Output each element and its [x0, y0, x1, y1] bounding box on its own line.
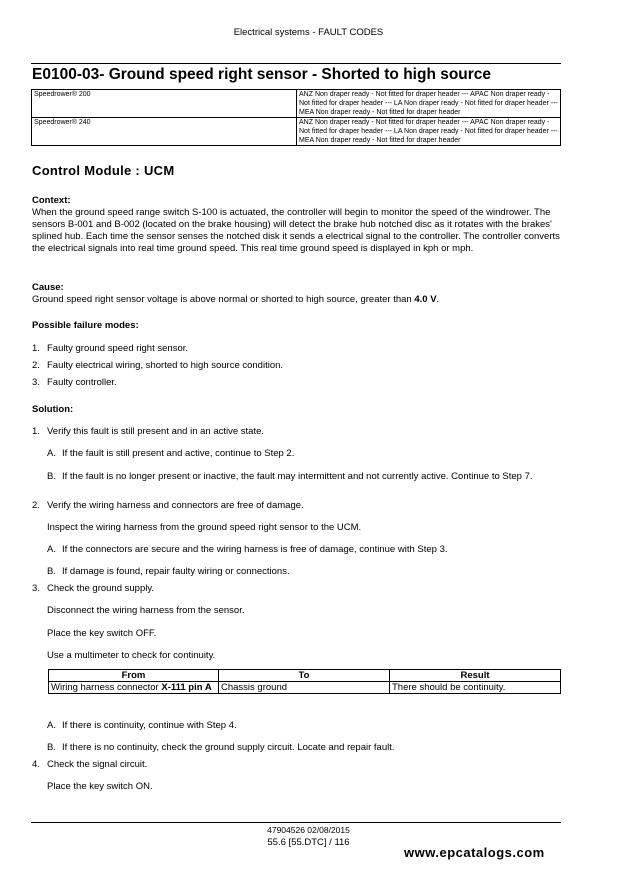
step-paragraph: Disconnect the wiring harness from the sensor. — [47, 605, 245, 616]
step-paragraph: Place the key switch OFF. — [47, 628, 157, 639]
title-rule — [31, 63, 561, 64]
cause-description: Ground speed right sensor voltage is above normal or shorted to high source, greater than — [32, 294, 415, 305]
list-item: Faulty electrical wiring, shorted to high source condition. — [47, 360, 284, 371]
step-number: 1. — [32, 426, 40, 437]
step-paragraph: Use a multimeter to check for continuity. — [47, 650, 216, 661]
model-cell: Speedrower® 240 — [32, 118, 297, 146]
step-number: 3. — [32, 583, 40, 594]
footer-doc-number: 47904526 02/08/2015 — [267, 825, 350, 835]
option-text: If the fault is still present and active, continue to Step 2. — [62, 448, 295, 459]
page-title: E0100-03- Ground speed right sensor - Shorted to high source — [32, 66, 492, 83]
from-connector: X-111 pin A — [161, 682, 212, 693]
cause-value: 4.0 V — [414, 294, 437, 305]
cause-label: Cause: — [32, 282, 64, 293]
table-row — [32, 118, 561, 146]
solution-label: Solution: — [32, 404, 74, 415]
list-item: Faulty controller. — [47, 377, 117, 388]
cause-end: . — [436, 294, 440, 305]
control-module-heading: Control Module : UCM — [32, 163, 175, 178]
step-paragraph: Place the key switch ON. — [47, 781, 153, 792]
step-text: Check the signal circuit. — [47, 759, 148, 770]
from-cell — [49, 682, 219, 694]
option-letter: B. — [47, 742, 56, 753]
context-text: When the ground speed range switch S-100 is actuated, the controller will begin to monitor the speed of the windrower. The sensors B-001 and B-002 (located on the brake housing) will detect the brake hub notched disc as it rotates with the brakes' splined hub. Each time the sensor senses the notched disk it sends a electrical signal to the controller. The controller converts the electrical signals into real time ground speed. This real time ground speed is displayed in kph or mph. — [32, 207, 560, 254]
option-letter: B. — [47, 566, 56, 577]
model-cell: Speedrower® 200 — [32, 90, 297, 118]
option-letter: A. — [47, 544, 56, 555]
list-number: 1. — [32, 343, 40, 354]
table-row — [49, 682, 561, 694]
option-text: If there is no continuity, check the ground supply circuit. Locate and repair fault. — [62, 742, 395, 753]
column-header: Result — [390, 670, 561, 682]
option-letter: A. — [47, 448, 56, 459]
column-header: From — [49, 670, 219, 682]
step-paragraph: Inspect the wiring harness from the ground speed right sensor to the UCM. — [47, 522, 362, 533]
list-item: Faulty ground speed right sensor. — [47, 343, 189, 354]
option-letter: A. — [47, 720, 56, 731]
continuity-table — [48, 669, 561, 694]
from-prefix: Wiring harness connector — [51, 682, 162, 693]
list-number: 2. — [32, 360, 40, 371]
models-table — [31, 89, 561, 146]
footer-page-number: 55.6 [55.DTC] / 116 — [267, 837, 350, 848]
note-cell: ANZ Non draper ready - Not fitted for draper header --- APAC Non draper ready - Not fitted for draper header --- LA Non draper ready - Not fitted for draper header --- MEA Non draper ready - Not fitted for draper header — [297, 118, 561, 146]
step-number: 4. — [32, 759, 40, 770]
option-text: If the connectors are secure and the wiring harness is free of damage, continue with Step 3. — [62, 544, 448, 555]
step-text: Verify the wiring harness and connectors are free of damage. — [47, 500, 304, 511]
list-number: 3. — [32, 377, 40, 388]
cause-text — [32, 294, 562, 306]
step-text: Verify this fault is still present and in an active state. — [47, 426, 265, 437]
table-header-row — [49, 670, 561, 682]
option-text: If the fault is no longer present or inactive, the fault may intermittent and not currently active. Continue to Step 7. — [62, 471, 533, 482]
option-letter: B. — [47, 471, 56, 482]
failure-modes-label: Possible failure modes: — [32, 320, 139, 331]
footer-rule — [31, 822, 561, 823]
step-text: Check the ground supply. — [47, 583, 155, 594]
watermark: www.epcatalogs.com — [404, 845, 545, 860]
context-section — [32, 195, 562, 255]
to-cell: Chassis ground — [219, 682, 390, 694]
option-text: If there is continuity, continue with Step 4. — [62, 720, 237, 731]
result-cell: There should be continuity. — [390, 682, 561, 694]
note-cell: ANZ Non draper ready - Not fitted for draper header --- APAC Non draper ready - Not fitted for draper header --- LA Non draper ready - Not fitted for draper header --- MEA Non draper ready - Not fitted for draper header — [297, 90, 561, 118]
context-label: Context: — [32, 195, 71, 206]
option-text: If damage is found, repair faulty wiring or connections. — [62, 566, 290, 577]
table-row — [32, 90, 561, 118]
step-number: 2. — [32, 500, 40, 511]
running-header: Electrical systems - FAULT CODES — [233, 27, 384, 38]
cause-section — [32, 282, 562, 306]
column-header: To — [219, 670, 390, 682]
